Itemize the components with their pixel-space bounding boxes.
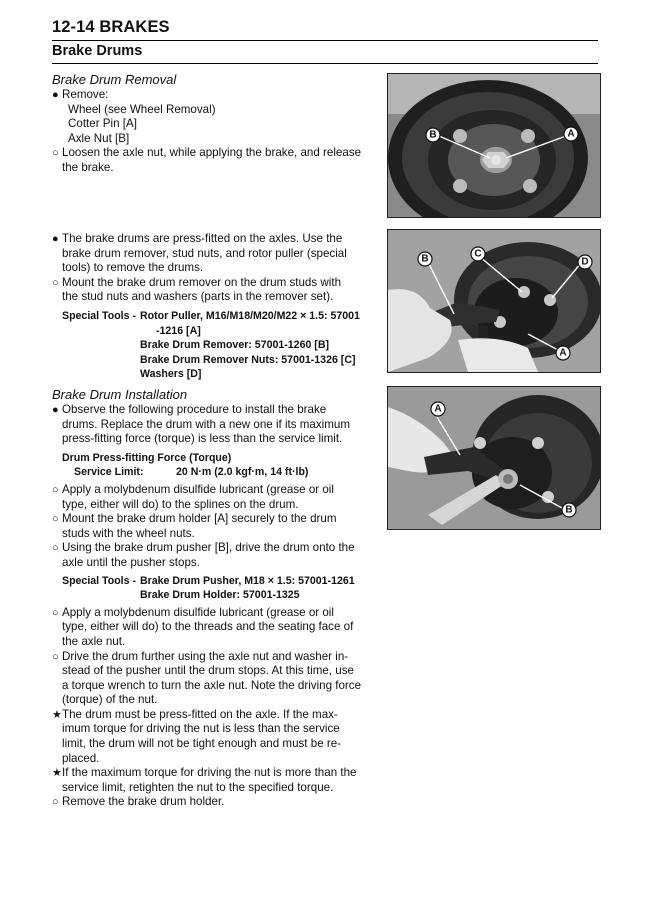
circle-mark: ○ — [52, 483, 59, 496]
star2-text: service limit, retighten the nut to the specified torque. — [62, 780, 334, 794]
holder-text: studs with the wheel nuts. — [62, 526, 195, 540]
lube-text: type, either will do) to the splines on the drum. — [62, 497, 299, 511]
removal-block — [52, 72, 372, 176]
figure-drum-installation — [387, 386, 601, 530]
pressfit-text: tools) to remove the drums. — [62, 261, 204, 275]
callout-a — [556, 346, 570, 360]
pusher-text: axle until the pusher stops. — [62, 555, 200, 569]
force-title: Drum Press-fitting Force (Torque) — [62, 451, 232, 464]
bullet-mark: ● — [52, 89, 59, 101]
removal-subtitle: Brake Drum Removal — [52, 72, 177, 87]
tool-line: Rotor Puller, M16/M18/M20/M22 × 1.5: 57001 — [140, 309, 360, 322]
circle-mark: ○ — [52, 513, 59, 526]
circle-mark: ○ — [52, 796, 59, 809]
installation-subtitle: Brake Drum Installation — [52, 387, 188, 402]
remove-holder-text: Remove the brake drum holder. — [62, 795, 225, 809]
figure-drum-removal — [387, 73, 601, 218]
star1-text: limit, the drum will not be tight enough and must be re- — [62, 737, 342, 751]
mount-text: the stud nuts and washers (parts in the remover set). — [62, 290, 334, 304]
circle-mark: ○ — [52, 276, 59, 289]
bullet-mark: ● — [52, 404, 59, 416]
tool-line: Washers [D] — [140, 368, 202, 381]
star1-text: The drum must be press-fitted on the axle. If the max- — [62, 707, 338, 721]
header-rule — [52, 40, 598, 41]
callout-a — [431, 402, 445, 416]
mount-text: Mount the brake drum remover on the drum studs with — [62, 275, 342, 289]
star2-text: If the maximum torque for driving the nut is more than the — [62, 766, 357, 780]
remove-item: Wheel (see Wheel Removal) — [68, 102, 216, 116]
star1-text: imum torque for driving the nut is less than the service — [62, 722, 340, 736]
loosen-text: Loosen the axle nut, while applying the brake, and release — [62, 146, 362, 160]
callout-b — [418, 252, 432, 266]
svg-text:B: B — [429, 129, 437, 141]
service-limit-value: 20 N·m (2.0 kgf·m, 14 ft·lb) — [176, 466, 309, 479]
section-title: Brake Drums — [52, 43, 143, 59]
observe-text: drums. Replace the drum with a new one if its maximum — [62, 417, 351, 431]
drive-text: (torque) of the nut. — [62, 693, 158, 707]
callout-a — [564, 127, 578, 141]
callout-b — [562, 503, 576, 517]
circle-mark: ○ — [52, 542, 59, 555]
remove-item: Axle Nut [B] — [68, 131, 130, 145]
svg-text:B: B — [565, 504, 573, 516]
svg-text:B: B — [421, 253, 429, 265]
section-rule — [52, 63, 598, 64]
tool-line: -1216 [A] — [156, 324, 201, 337]
loosen-text: the brake. — [62, 160, 114, 174]
svg-text:C: C — [474, 248, 482, 260]
figure-drum-remover — [387, 229, 601, 373]
lube2-text: the axle nut. — [62, 634, 126, 648]
pressfit-text: brake drum remover, stud nuts, and rotor puller (special — [62, 246, 347, 260]
tool-line: Brake Drum Pusher, M18 × 1.5: 57001-1261 — [140, 574, 355, 587]
svg-text:A: A — [559, 347, 567, 359]
star1-text: placed. — [62, 751, 100, 765]
callout-c — [471, 247, 485, 261]
tool-line: Brake Drum Remover: 57001-1260 [B] — [140, 339, 330, 352]
page-title: 12-14 BRAKES — [52, 18, 170, 36]
observe-text: Observe the following procedure to install the brake — [62, 403, 327, 416]
remove-label: Remove: — [62, 88, 109, 101]
remove-item: Cotter Pin [A] — [68, 117, 137, 131]
tool-line: Brake Drum Remover Nuts: 57001-1326 [C] — [140, 353, 356, 366]
lube2-text: Apply a molybdenum disulfide lubricant (grease or oil — [62, 605, 334, 619]
star-mark: ★ — [52, 767, 62, 780]
callout-b — [426, 128, 440, 142]
svg-text:A: A — [434, 403, 442, 415]
holder-text: Mount the brake drum holder [A] securely to the drum — [62, 512, 337, 526]
drive-text: stead of the pusher until the drum stops. At this time, use — [62, 664, 354, 678]
lube2-text: type, either will do) to the threads and the seating face of — [62, 620, 354, 634]
callout-d — [578, 255, 592, 269]
circle-mark: ○ — [52, 650, 59, 663]
drive-text: Drive the drum further using the axle nut and washer in- — [62, 649, 349, 663]
star-mark: ★ — [52, 708, 62, 721]
circle-mark: ○ — [52, 606, 59, 619]
svg-text:A: A — [567, 128, 575, 140]
lube-text: Apply a molybdenum disulfide lubricant (grease or oil — [62, 482, 334, 496]
service-limit-label: Service Limit: — [74, 466, 144, 479]
pressfit-text: The brake drums are press-fitted on the axles. Use the — [62, 232, 343, 245]
tool-line: Brake Drum Holder: 57001-1325 — [140, 589, 300, 602]
svg-text:D: D — [581, 256, 589, 268]
pusher-text: Using the brake drum pusher [B], drive the drum onto the — [62, 541, 355, 555]
bullet-mark: ● — [52, 233, 59, 245]
drive-text: a torque wrench to turn the axle nut. Note the driving force — [62, 678, 362, 692]
observe-text: press-fitting force (torque) is less than the service limit. — [62, 432, 343, 446]
circle-mark: ○ — [52, 147, 59, 160]
special-tools-label: Special Tools - — [62, 309, 136, 322]
installation-block — [52, 387, 372, 810]
special-tools-label: Special Tools - — [62, 574, 136, 587]
remover-block — [52, 232, 372, 382]
